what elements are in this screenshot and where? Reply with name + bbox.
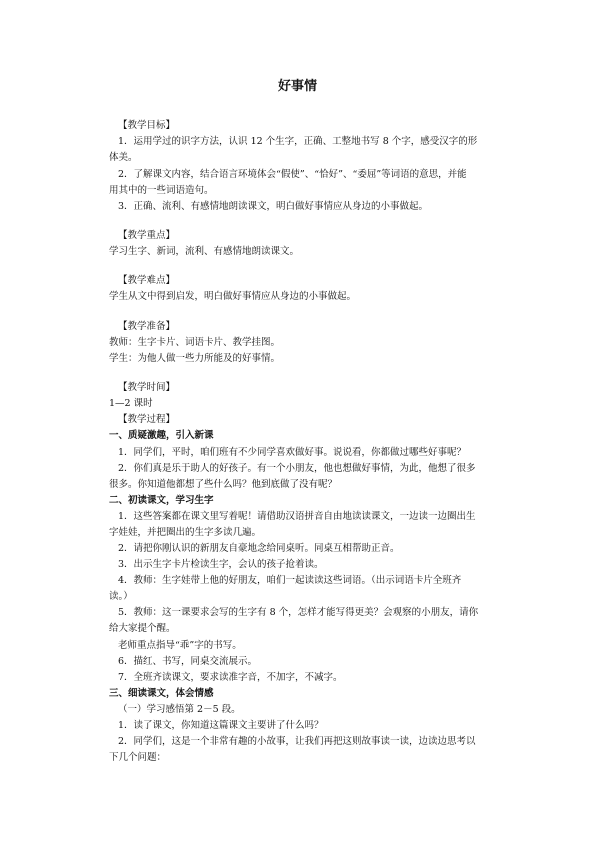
text-line: 教师：生字卡片、词语卡片、教学挂图。 [109,337,281,348]
text-line: （一）学习感悟第 2－5 段。 [118,704,241,715]
text-line: 7．全班齐读课文，要求读准字音，不加字，不减字。 [118,672,343,683]
text-line: 【教学时间】 [118,382,176,393]
text-line: 很多。你知道他都想了些什么吗？他到底做了没有呢？ [109,479,338,490]
text-line: 1．读了课文，你知道这篇课文主要讲了什么吗？ [118,720,324,731]
text-line: 【教学重点】 [118,230,176,241]
section-heading: 三、细读课文，体会情感 [109,688,214,699]
text-line: 给大家提个醒。 [109,623,176,634]
text-line: 2．你们真是乐于助人的好孩子。有一个小朋友，他也想做好事情，为此，他想了很多 [118,463,476,474]
section-heading: 二、初读课文，学习生字 [109,495,214,506]
text-line: 4．教师：生字娃带上他的好朋友，咱们一起读读这些词语。（出示词语卡片全班齐 [118,575,462,586]
text-line: 1．这些答案都在课文里写着呢！请借助汉语拼音自由地读读课文，一边读一边圈出生 [118,511,476,522]
text-line: 2．请把你刚认识的新朋友自豪地念给同桌听。同桌互相帮助正音。 [118,543,400,554]
text-line: 体美。 [109,152,138,163]
text-line: 1．运用学过的识字方法，认识 12 个生字，正确、工整地书写 8 个字，感受汉字的形 [118,136,478,147]
text-line: 2．了解课文内容，结合语言环境体会“假使”、“恰好”、“委屈”等词语的意思，并能 [118,169,467,180]
text-line: 学生：为他人做一些力所能及的好事情。 [109,353,281,364]
text-line: 【教学过程】 [118,414,176,425]
page-title: 好事情 [277,79,317,94]
text-line: 2．同学们，这是一个非常有趣的小故事，让我们再把这则故事读一读，边读边思考以 [118,736,476,747]
text-line: 1—2 课时 [109,398,153,409]
text-line: 学生从文中得到启发，明白做好事情应从身边的小事做起。 [109,291,357,302]
text-line: 【教学准备】 [118,321,176,332]
text-line: 老师重点指导“乖”字的书写。 [118,640,242,651]
text-line: 用其中的一些词语造句。 [109,185,214,196]
text-line: 6．描红、书写，同桌交流展示。 [118,656,258,667]
text-line: 5．教师：这一课要求会写的生字有 8 个，怎样才能写得更美？会观察的小朋友，请你 [118,607,479,618]
text-line: 3．正确、流利、有感情地朗读课文，明白做好事情应从身边的小事做起。 [118,201,429,212]
text-line: 3．出示生字卡片检读生字，会认的孩子抢着读。 [118,559,324,570]
text-line: 学习生字、新词，流利、有感情地朗读课文。 [109,246,300,257]
section-heading: 一、质疑激趣，引入新课 [109,430,214,441]
text-line: 【教学目标】 [118,120,176,131]
text-line: 【教学难点】 [118,275,176,286]
text-line: 读。） [109,591,133,602]
text-line: 1．同学们，平时，咱们班有不少同学喜欢做好事。说说看，你都做过哪些好事呢？ [118,447,467,458]
text-line: 下几个问题： [109,752,167,763]
text-line: 字娃娃，并把圈出的生字多读几遍。 [109,527,262,538]
